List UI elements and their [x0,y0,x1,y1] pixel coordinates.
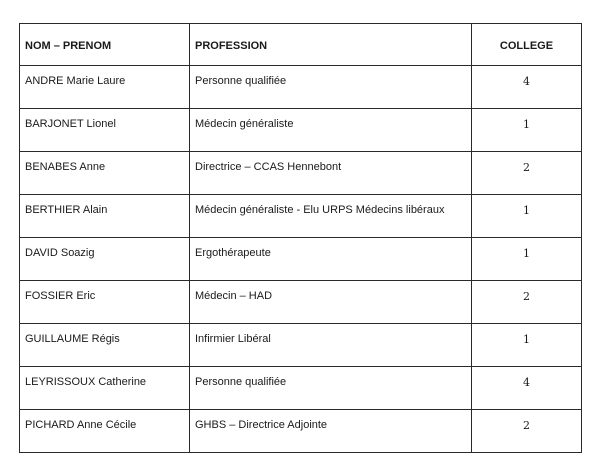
cell-name: BERTHIER Alain [20,195,190,238]
cell-profession: Médecin généraliste - Elu URPS Médecins libéraux [190,195,472,238]
cell-name: DAVID Soazig [20,238,190,281]
cell-profession: Médecin – HAD [190,281,472,324]
table-row [20,195,582,238]
table-row [20,109,582,152]
cell-name: GUILLAUME Régis [20,324,190,367]
cell-college: 2 [472,152,582,195]
cell-college: 1 [472,238,582,281]
header-name: NOM – PRENOM [20,24,190,66]
cell-name: LEYRISSOUX Catherine [20,367,190,410]
table-row [20,324,582,367]
table-row [20,281,582,324]
cell-college: 2 [472,410,582,453]
table-header-row [20,24,582,66]
cell-college: 2 [472,281,582,324]
cell-college: 1 [472,324,582,367]
cell-profession: GHBS – Directrice Adjointe [190,410,472,453]
header-college: COLLEGE [472,24,582,66]
cell-college: 4 [472,367,582,410]
cell-profession: Personne qualifiée [190,66,472,109]
cell-profession: Médecin généraliste [190,109,472,152]
table-row [20,152,582,195]
cell-profession: Ergothérapeute [190,238,472,281]
header-profession: PROFESSION [190,24,472,66]
table-row [20,367,582,410]
table-row [20,238,582,281]
members-table [19,23,582,453]
cell-name: ANDRE Marie Laure [20,66,190,109]
cell-name: BARJONET Lionel [20,109,190,152]
cell-profession: Personne qualifiée [190,367,472,410]
cell-name: PICHARD Anne Cécile [20,410,190,453]
cell-name: BENABES Anne [20,152,190,195]
cell-profession: Directrice – CCAS Hennebont [190,152,472,195]
cell-college: 4 [472,66,582,109]
cell-college: 1 [472,195,582,238]
table-row [20,66,582,109]
table-row [20,410,582,453]
cell-name: FOSSIER Eric [20,281,190,324]
cell-college: 1 [472,109,582,152]
cell-profession: Infirmier Libéral [190,324,472,367]
